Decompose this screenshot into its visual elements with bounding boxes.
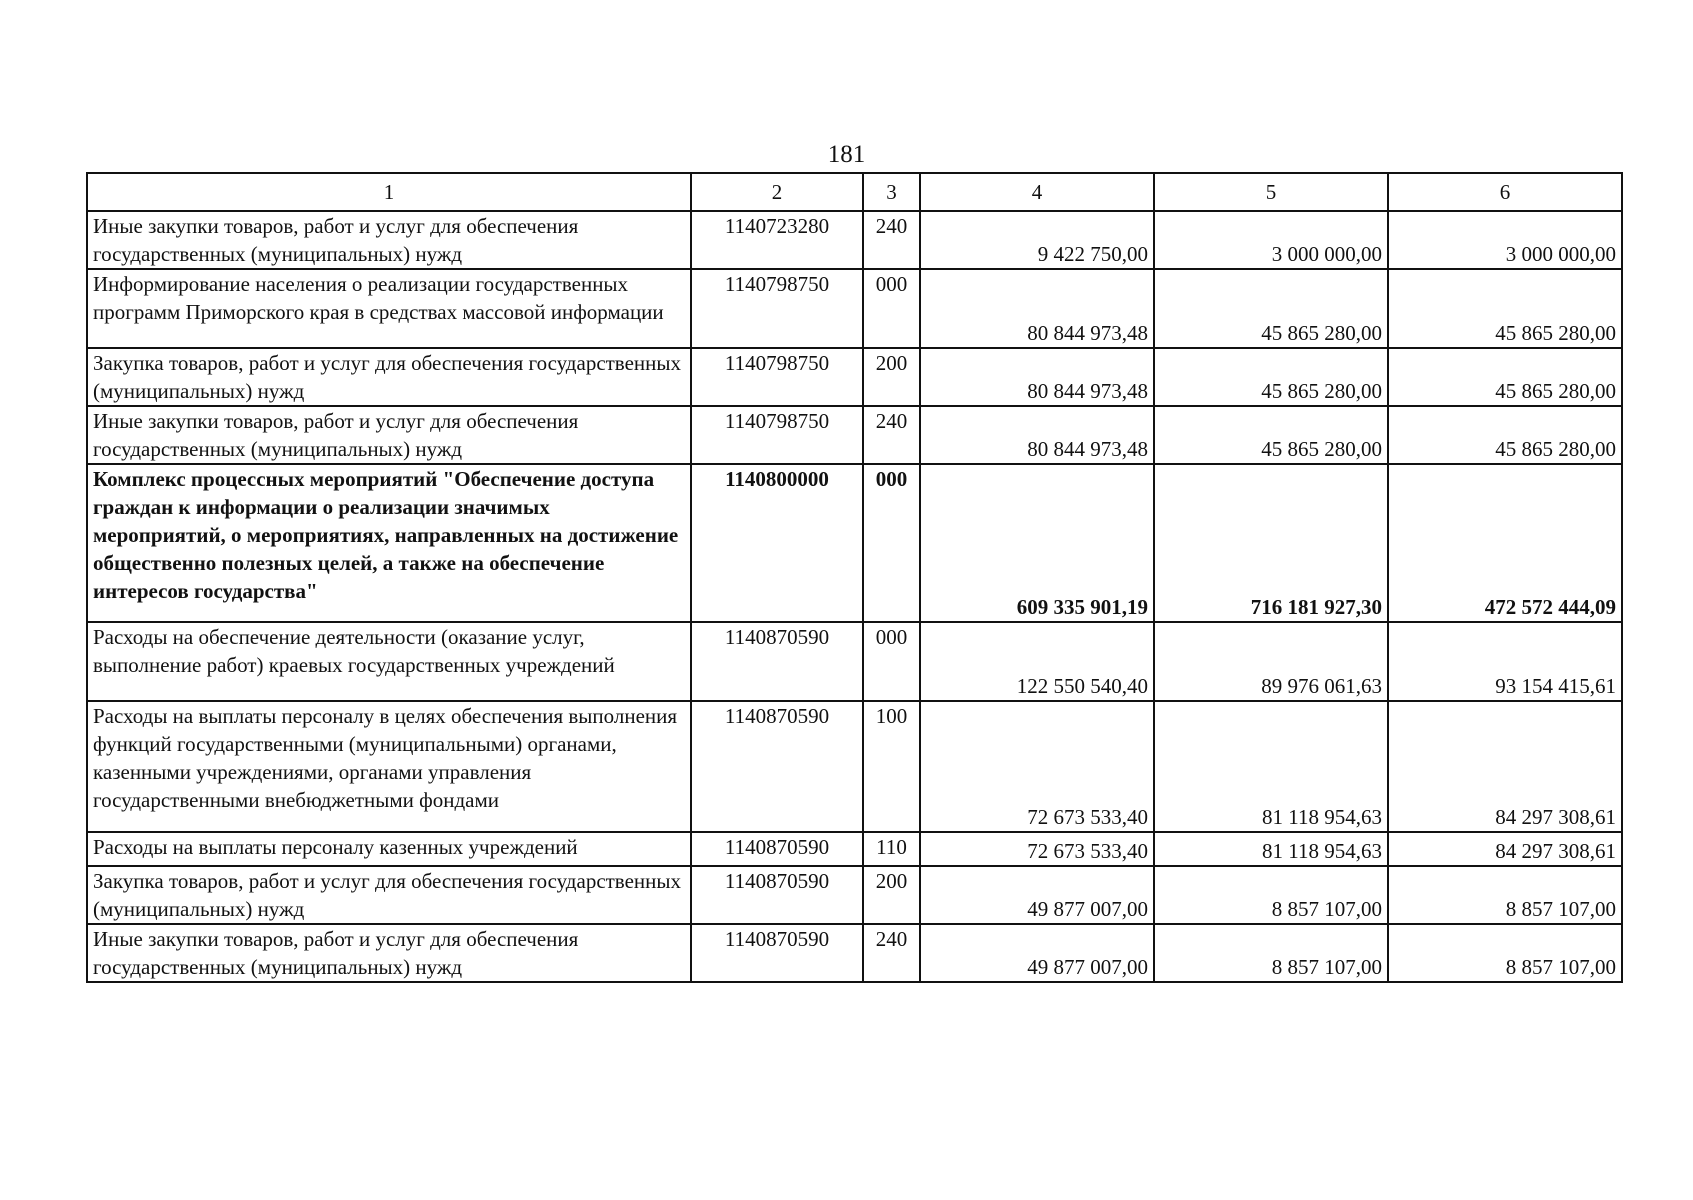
table-row [87, 464, 1622, 622]
row-code-cell: 1140870590 [691, 924, 863, 982]
row-amount-col5-cell: 3 000 000,00 [1154, 211, 1388, 269]
row-amount-col5-cell: 8 857 107,00 [1154, 866, 1388, 924]
row-amount-col5-cell: 81 118 954,63 [1154, 701, 1388, 832]
row-kind-cell: 000 [863, 269, 920, 348]
page-number: 181 [827, 141, 866, 168]
column-number-header: 4 [920, 173, 1154, 211]
row-code-cell: 1140870590 [691, 866, 863, 924]
row-amount-col6-cell: 45 865 280,00 [1388, 406, 1622, 464]
row-amount-col6-cell: 93 154 415,61 [1388, 622, 1622, 701]
row-kind-cell: 100 [863, 701, 920, 832]
row-name-cell: Расходы на выплаты персоналу в целях обеспечения выполнения функций государственными (муниципальными) органами, казенными учреждениями, органами управления государственными внебюджетными фондами [87, 701, 691, 832]
row-code-cell: 1140723280 [691, 211, 863, 269]
row-amount-col4-cell: 80 844 973,48 [920, 348, 1154, 406]
row-name-cell: Иные закупки товаров, работ и услуг для обеспечения государственных (муниципальных) нужд [87, 211, 691, 269]
column-number-header: 5 [1154, 173, 1388, 211]
row-amount-col4-cell: 80 844 973,48 [920, 406, 1154, 464]
table-row [87, 924, 1622, 982]
table-row [87, 701, 1622, 832]
table-row [87, 622, 1622, 701]
column-number-header: 6 [1388, 173, 1622, 211]
row-name-cell: Расходы на обеспечение деятельности (оказание услуг, выполнение работ) краевых государственных учреждений [87, 622, 691, 701]
row-name-cell: Информирование населения о реализации государственных программ Приморского края в средствах массовой информации [87, 269, 691, 348]
row-amount-col4-cell: 80 844 973,48 [920, 269, 1154, 348]
table-row [87, 211, 1622, 269]
table-row [87, 832, 1622, 866]
row-amount-col4-cell: 9 422 750,00 [920, 211, 1154, 269]
row-amount-col4-cell: 72 673 533,40 [920, 701, 1154, 832]
table-row [87, 269, 1622, 348]
row-code-cell: 1140870590 [691, 701, 863, 832]
row-amount-col6-cell: 84 297 308,61 [1388, 701, 1622, 832]
column-number-header: 3 [863, 173, 920, 211]
table-row [87, 866, 1622, 924]
row-code-cell: 1140798750 [691, 269, 863, 348]
row-kind-cell: 240 [863, 406, 920, 464]
column-number-header: 2 [691, 173, 863, 211]
row-name-cell: Закупка товаров, работ и услуг для обеспечения государственных (муниципальных) нужд [87, 348, 691, 406]
row-code-cell: 1140800000 [691, 464, 863, 622]
row-name-cell: Иные закупки товаров, работ и услуг для обеспечения государственных (муниципальных) нужд [87, 406, 691, 464]
row-kind-cell: 000 [863, 622, 920, 701]
row-amount-col4-cell: 49 877 007,00 [920, 924, 1154, 982]
row-amount-col5-cell: 89 976 061,63 [1154, 622, 1388, 701]
budget-table [86, 172, 1623, 983]
row-amount-col6-cell: 472 572 444,09 [1388, 464, 1622, 622]
row-amount-col4-cell: 609 335 901,19 [920, 464, 1154, 622]
row-amount-col4-cell: 122 550 540,40 [920, 622, 1154, 701]
row-amount-col6-cell: 45 865 280,00 [1388, 348, 1622, 406]
row-amount-col6-cell: 8 857 107,00 [1388, 924, 1622, 982]
row-kind-cell: 110 [863, 832, 920, 866]
row-code-cell: 1140798750 [691, 406, 863, 464]
row-amount-col6-cell: 45 865 280,00 [1388, 269, 1622, 348]
row-amount-col6-cell: 8 857 107,00 [1388, 866, 1622, 924]
row-kind-cell: 000 [863, 464, 920, 622]
row-amount-col6-cell: 84 297 308,61 [1388, 832, 1622, 866]
row-amount-col6-cell: 3 000 000,00 [1388, 211, 1622, 269]
row-code-cell: 1140870590 [691, 622, 863, 701]
column-number-header-row [87, 173, 1622, 211]
row-amount-col5-cell: 45 865 280,00 [1154, 269, 1388, 348]
row-amount-col5-cell: 45 865 280,00 [1154, 406, 1388, 464]
row-name-cell: Расходы на выплаты персоналу казенных учреждений [87, 832, 691, 866]
row-amount-col5-cell: 8 857 107,00 [1154, 924, 1388, 982]
table-row [87, 406, 1622, 464]
row-name-cell: Закупка товаров, работ и услуг для обеспечения государственных (муниципальных) нужд [87, 866, 691, 924]
row-name-cell: Иные закупки товаров, работ и услуг для обеспечения государственных (муниципальных) нужд [87, 924, 691, 982]
row-amount-col4-cell: 49 877 007,00 [920, 866, 1154, 924]
row-amount-col5-cell: 45 865 280,00 [1154, 348, 1388, 406]
table-body [87, 173, 1622, 982]
row-code-cell: 1140870590 [691, 832, 863, 866]
column-number-header: 1 [87, 173, 691, 211]
row-kind-cell: 200 [863, 866, 920, 924]
row-kind-cell: 200 [863, 348, 920, 406]
row-kind-cell: 240 [863, 924, 920, 982]
row-amount-col5-cell: 81 118 954,63 [1154, 832, 1388, 866]
row-code-cell: 1140798750 [691, 348, 863, 406]
table-row [87, 348, 1622, 406]
row-name-cell: Комплекс процессных мероприятий "Обеспечение доступа граждан к информации о реализации значимых мероприятий, о мероприятиях, направленных на достижение общественно полезных целей, а также на обеспечение интересов государства" [87, 464, 691, 622]
row-amount-col5-cell: 716 181 927,30 [1154, 464, 1388, 622]
row-amount-col4-cell: 72 673 533,40 [920, 832, 1154, 866]
row-kind-cell: 240 [863, 211, 920, 269]
